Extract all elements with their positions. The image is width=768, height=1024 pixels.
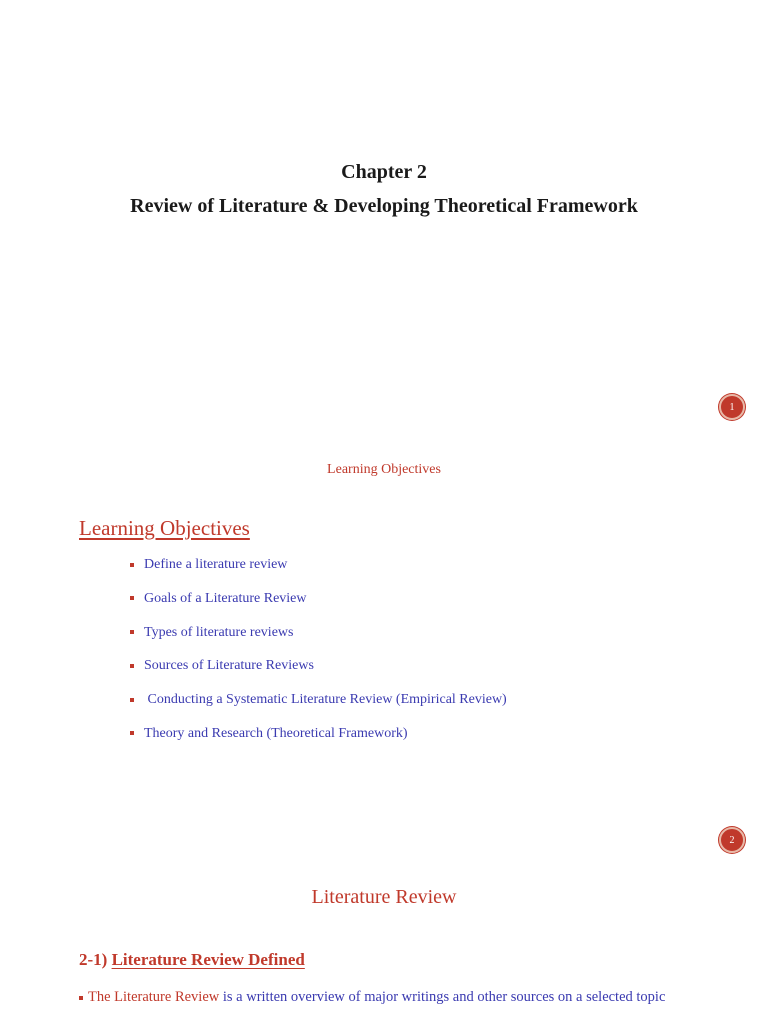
section-title: Literature Review Defined <box>111 950 305 969</box>
slide-number-2: 2 <box>729 834 735 846</box>
literature-review-title: Literature Review <box>311 886 457 908</box>
slide-number-badge-1 <box>719 394 745 420</box>
list-item <box>130 624 507 641</box>
definition-term: The Literature Review <box>88 989 220 1005</box>
list-item <box>130 556 507 573</box>
slide-number-1: 1 <box>729 401 735 413</box>
list-item-text: Conducting a Systematic Literature Review (Empirical Review) <box>144 692 507 708</box>
bullet-icon <box>130 698 134 702</box>
list-item <box>130 725 507 742</box>
list-item-text: Sources of Literature Reviews <box>144 658 314 674</box>
bullet-icon <box>79 996 83 1000</box>
chapter-subtitle: Review of Literature & Developing Theoretical Framework <box>130 195 638 217</box>
list-item-text: Goals of a Literature Review <box>144 590 307 606</box>
list-item <box>130 590 507 607</box>
list-item-text: Theory and Research (Theoretical Framework) <box>144 725 408 741</box>
objectives-list <box>130 556 507 759</box>
definition-text: is a written overview of major writings and other sources on a selected topic <box>219 989 666 1005</box>
learning-objectives-heading: Learning Objectives <box>79 516 250 540</box>
chapter-title: Chapter 2 <box>341 161 427 183</box>
list-item-text: Types of literature reviews <box>144 624 294 640</box>
bullet-icon <box>130 664 134 668</box>
list-item <box>130 691 507 708</box>
section-heading <box>79 950 305 970</box>
list-item-text: Define a literature review <box>144 557 288 572</box>
definition-paragraph <box>79 986 729 1008</box>
bullet-icon <box>130 630 134 634</box>
slide-header-learning-objectives: Learning Objectives <box>327 462 441 477</box>
bullet-icon <box>130 563 134 567</box>
section-number: 2-1) <box>79 950 112 969</box>
list-item <box>130 657 507 674</box>
bullet-icon <box>130 596 134 600</box>
bullet-icon <box>130 731 134 735</box>
slide-number-badge-2 <box>719 827 745 853</box>
